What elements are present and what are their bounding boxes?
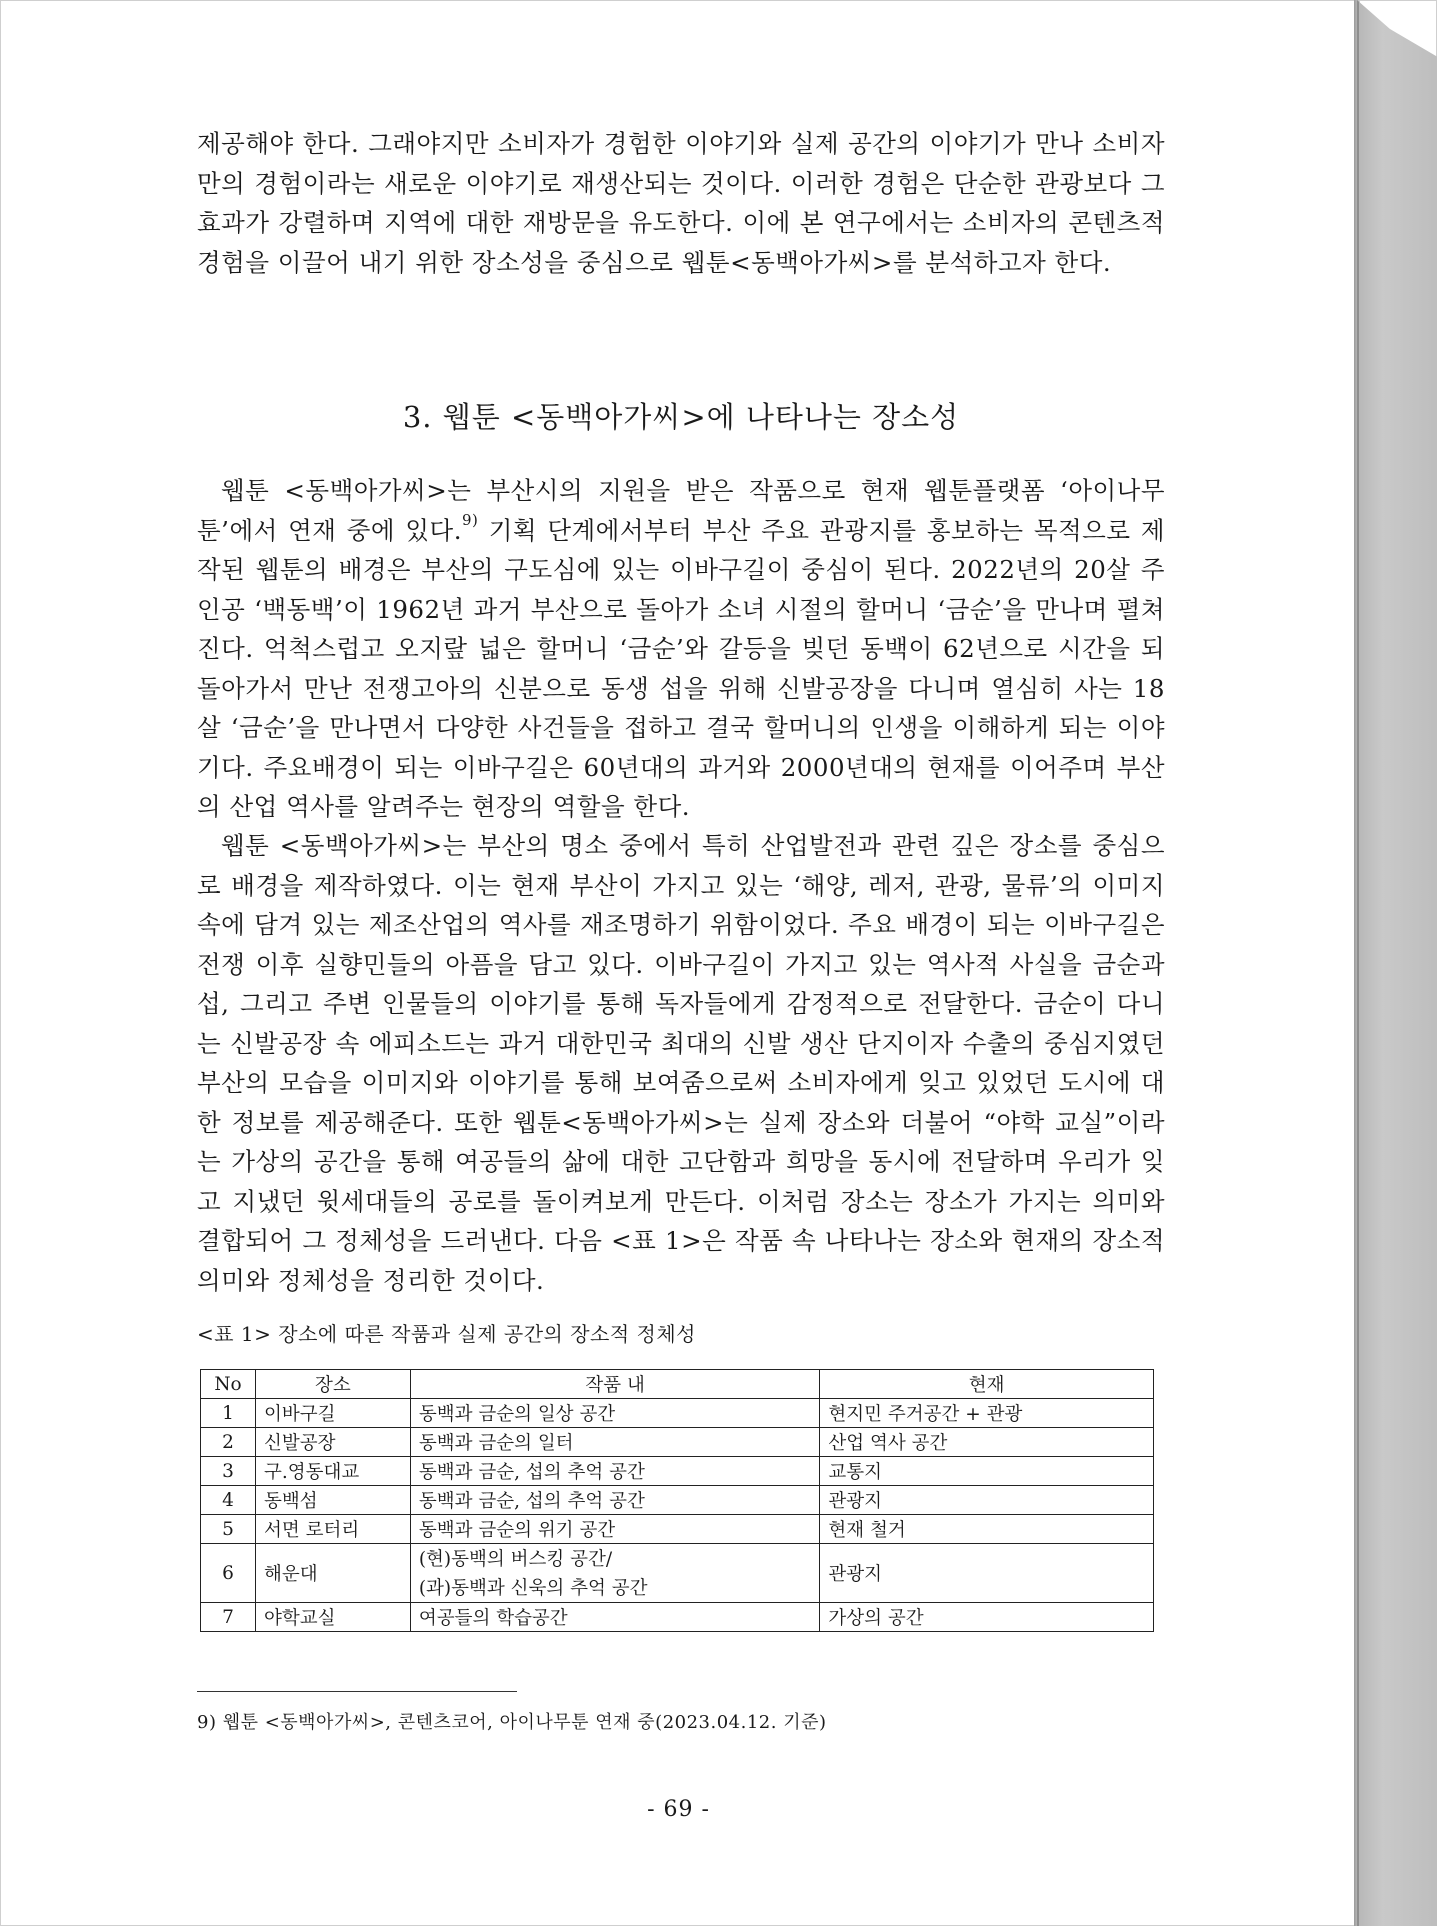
paragraph-2-text-b: 기획 단계에서부터 부산 주요 관광지를 홍보하는 목적으로 제작된 웹툰의 배경은 부산의 구도심에 있는 이바구길이 중심이 된다. 2022년의 20살 주인공 ‘백동백’이 1962년 과거 부산으로 돌아가 소녀 시절의 할머니 ‘금순’을 만나며 펼쳐진다. 억척스럽고 오지랖 넓은 할머니 ‘금순’와 갈등을 빚던 동백이 62년으로 시간을 되돌아가서 만난 전쟁고아의 신분으로 동생 섭을 위해 신발공장을 다니며 열심히 사는 18살 ‘금순’을 만나면서 다양한 사건들을 접하고 결국 할머니의 인생을 이해하게 되는 이야기다. 주요배경이 되는 이바구길은 60년대의 과거와 2000년대의 현재를 이어주며 부산의 산업 역사를 알려주는 현장의 역할을 한다. [197,515,1165,821]
table-row [201,1428,1154,1457]
row-work: 동백과 금순, 섭의 추억 공간 [410,1486,820,1515]
row-place: 동백섬 [255,1486,410,1515]
page-stack-edge [1357,0,1437,1926]
table-caption: <표 1> 장소에 따른 작품과 실제 공간의 장소적 정체성 [197,1322,696,1346]
header-place: 장소 [255,1370,410,1399]
table-row [201,1399,1154,1428]
row-work: 여공들의 학습공간 [410,1603,820,1632]
footnote-divider [197,1691,517,1692]
row-current: 관광지 [820,1544,1154,1603]
table-row [201,1603,1154,1632]
header-current: 현재 [820,1370,1154,1399]
place-identity-table [200,1369,1154,1632]
row-place: 서면 로터리 [255,1515,410,1544]
header-no: No [201,1370,256,1399]
body-paragraph-3: 웹툰 <동백아가씨>는 부산의 명소 중에서 특히 산업발전과 관련 깊은 장소를 중심으로 배경을 제작하였다. 이는 현재 부산이 가지고 있는 ‘해양, 레저, 관광, 물류’의 이미지 속에 담겨 있는 제조산업의 역사를 재조명하기 위함이었다. 주요 배경이 되는 이바구길은 전쟁 이후 실향민들의 아픔을 담고 있다. 이바구길이 가지고 있는 역사적 사실을 금순과 섭, 그리고 주변 인물들의 이야기를 통해 독자들에게 감정적으로 전달한다. 금순이 다니는 신발공장 속 에피소드는 과거 대한민국 최대의 신발 생산 단지이자 수출의 중심지였던 부산의 모습을 이미지와 이야기를 통해 보여줌으로써 소비자에게 잊고 있었던 도시에 대한 정보를 제공해준다. 또한 웹툰<동백아가씨>는 실제 장소와 더불어 “야학 교실”이라는 가상의 공간을 통해 여공들의 삶에 대한 고단함과 희망을 동시에 전달하며 우리가 잊고 지냈던 윗세대들의 공로를 돌이켜보게 만든다. 이처럼 장소는 장소가 가지는 의미와 결합되어 그 정체성을 드러낸다. 다음 <표 1>은 작품 속 나타나는 장소와 현재의 장소적 의미와 정체성을 정리한 것이다. [197,831,1165,1295]
row-work: 동백과 금순의 일상 공간 [410,1399,820,1428]
header-work: 작품 내 [410,1370,820,1399]
row-work: 동백과 금순의 일터 [410,1428,820,1457]
body-paragraph-2 [197,471,1165,827]
row-current: 산업 역사 공간 [820,1428,1154,1457]
table-row [201,1515,1154,1544]
paragraph-2-text-a: 웹툰 <동백아가씨>는 부산시의 지원을 받은 작품으로 현재 웹툰플랫폼 ‘아이나무툰’에서 연재 중에 있다. [197,476,1165,545]
section-heading: 3. 웹툰 <동백아가씨>에 나타나는 장소성 [402,400,960,434]
row-no: 4 [201,1486,256,1515]
row-place: 해운대 [255,1544,410,1603]
row-current: 교통지 [820,1457,1154,1486]
table-row [201,1544,1154,1573]
intro-paragraph: 제공해야 한다. 그래야지만 소비자가 경험한 이야기와 실제 공간의 이야기가 만나 소비자만의 경험이라는 새로운 이야기로 재생산되는 것이다. 이러한 경험은 단순한 관광보다 그 효과가 강렬하며 지역에 대한 재방문을 유도한다. 이에 본 연구에서는 소비자의 콘텐츠적 경험을 이끌어 내기 위한 장소성을 중심으로 웹툰<동백아가씨>를 분석하고자 한다. [197,129,1165,277]
row-place: 구.영동대교 [255,1457,410,1486]
row-no: 6 [201,1544,256,1603]
row-work: 동백과 금순의 위기 공간 [410,1515,820,1544]
row-work-line1: (현)동백의 버스킹 공간/ [410,1544,820,1573]
table-row [201,1457,1154,1486]
row-current: 현재 철거 [820,1515,1154,1544]
table-header-row [201,1370,1154,1399]
row-no: 1 [201,1399,256,1428]
row-place: 이바구길 [255,1399,410,1428]
footnote: 9) 웹툰 <동백아가씨>, 콘텐츠코어, 아이나무툰 연재 중(2023.04.12. 기준) [197,1712,827,1733]
footnote-reference: 9) [461,510,479,529]
row-work: 동백과 금순, 섭의 추억 공간 [410,1457,820,1486]
row-place: 야학교실 [255,1603,410,1632]
row-no: 2 [201,1428,256,1457]
row-current: 가상의 공간 [820,1603,1154,1632]
row-current: 관광지 [820,1486,1154,1515]
row-no: 3 [201,1457,256,1486]
table-row [201,1486,1154,1515]
row-no: 5 [201,1515,256,1544]
row-no: 7 [201,1603,256,1632]
row-current: 현지민 주거공간 + 관광 [820,1399,1154,1428]
row-work-line2: (과)동백과 신욱의 추억 공간 [410,1572,820,1603]
page-number: - 69 - [647,1797,710,1822]
row-place: 신발공장 [255,1428,410,1457]
